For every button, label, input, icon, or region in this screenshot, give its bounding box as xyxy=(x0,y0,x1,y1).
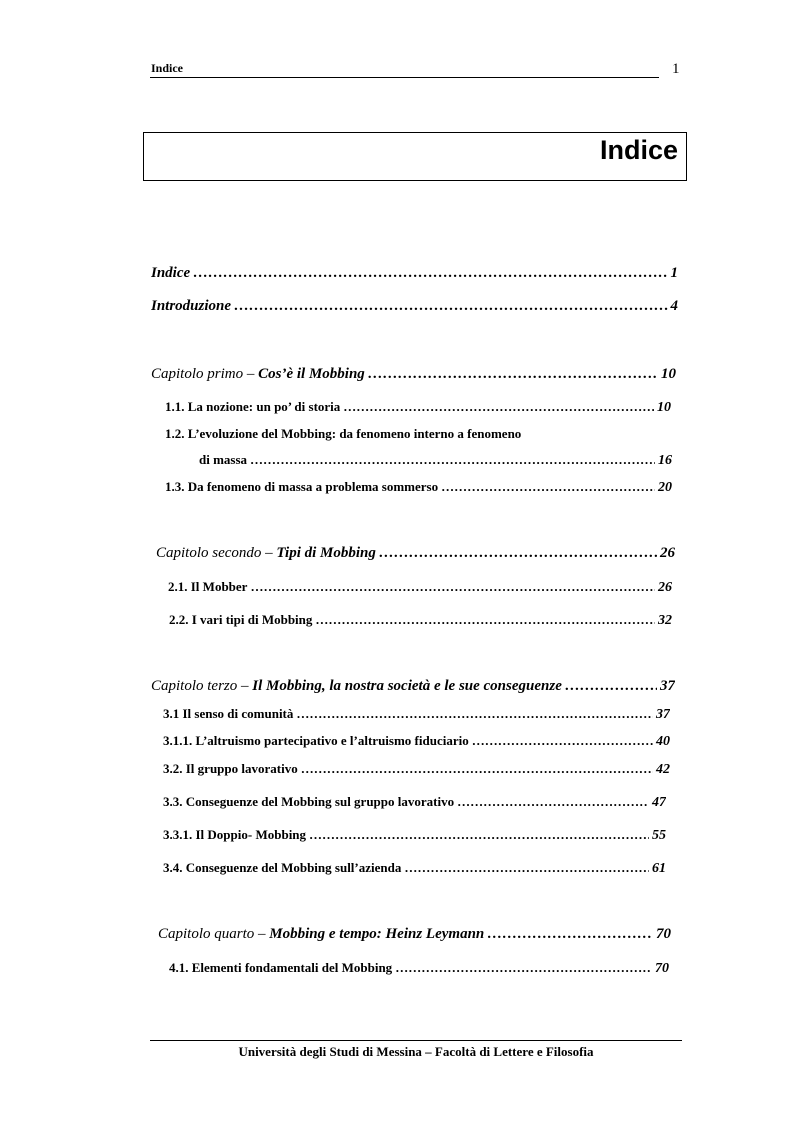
chapter-label: Capitolo primo – xyxy=(151,366,259,382)
chapter-title: Mobbing e tempo: Heinz Leymann xyxy=(269,926,485,942)
dot-leader xyxy=(309,827,649,843)
toc-section-1-1[interactable] xyxy=(165,399,671,416)
toc-section-2-2[interactable] xyxy=(169,612,672,629)
toc-page-number: 16 xyxy=(658,453,672,468)
dot-leader xyxy=(250,452,655,468)
toc-entry-text: di massa xyxy=(199,452,248,467)
chapter-heading xyxy=(156,545,376,562)
toc-entry-text: 1.3. Da fenomeno di massa a problema sommerso xyxy=(165,479,439,494)
chapter-heading xyxy=(158,926,484,943)
toc-entry-text: 4.1. Elementi fondamentali del Mobbing xyxy=(169,960,393,975)
chapter-heading xyxy=(151,366,365,383)
dot-leader xyxy=(472,733,653,749)
toc-page-number: 70 xyxy=(656,926,671,942)
dot-leader xyxy=(250,579,655,595)
toc-page-number: 70 xyxy=(655,961,669,976)
toc-entry-text: 1.1. La nozione: un po’ di storia xyxy=(165,399,341,414)
toc-section-1-3[interactable] xyxy=(165,479,672,496)
toc-entry-text: 3.4. Conseguenze del Mobbing sull’azienda xyxy=(163,860,402,875)
toc-page-number: 26 xyxy=(658,580,672,595)
toc-entry-introduzione[interactable] xyxy=(151,298,678,315)
toc-section-1-2-first-line[interactable]: 1.2. L’evoluzione del Mobbing: da fenomeno interno a fenomeno xyxy=(165,426,522,441)
toc-section-3-4[interactable] xyxy=(163,860,666,877)
toc-section-3-3-1[interactable] xyxy=(163,827,666,844)
toc-section-3-2[interactable] xyxy=(163,761,670,778)
toc-page-number: 10 xyxy=(661,366,676,382)
page-title: Indice xyxy=(599,135,678,165)
header-rule xyxy=(150,77,659,78)
toc-entry-text: 3.1.1. L’altruismo partecipativo e l’altruismo fiduciario xyxy=(163,733,469,748)
footer-text: Università degli Studi di Messina – Facoltà di Lettere e Filosofia xyxy=(238,1044,594,1059)
toc-section-1-2[interactable] xyxy=(199,452,672,469)
toc-page-number: 26 xyxy=(660,545,675,561)
dot-leader xyxy=(193,265,667,282)
dot-leader xyxy=(404,860,649,876)
toc-entry-text: Indice xyxy=(151,265,191,281)
toc-entry-text: 3.3. Conseguenze del Mobbing sul gruppo lavorativo xyxy=(163,794,455,809)
toc-entry-text: 3.1 Il senso di comunità xyxy=(163,706,294,721)
toc-section-3-1[interactable] xyxy=(163,706,670,723)
toc-page-number: 37 xyxy=(660,678,675,694)
toc-page-number: 40 xyxy=(656,734,670,749)
dot-leader xyxy=(565,678,657,695)
toc-page-number: 47 xyxy=(652,795,666,810)
toc-page-number: 32 xyxy=(658,613,672,628)
chapter-title: Cos’è il Mobbing xyxy=(258,366,365,382)
dot-leader xyxy=(343,399,654,415)
chapter-label: Capitolo secondo – xyxy=(156,545,277,561)
dot-leader xyxy=(379,545,657,562)
toc-section-3-1-1[interactable] xyxy=(163,733,670,750)
dot-leader xyxy=(315,612,655,628)
chapter-title: Tipi di Mobbing xyxy=(276,545,376,561)
chapter-label: Capitolo quarto – xyxy=(158,926,270,942)
toc-entry-indice[interactable] xyxy=(151,265,678,282)
chapter-label: Capitolo terzo – xyxy=(151,678,253,694)
dot-leader xyxy=(296,706,653,722)
toc-entry-text: Introduzione xyxy=(151,298,232,314)
running-title: Indice xyxy=(151,61,184,75)
toc-page-number: 4 xyxy=(670,298,678,314)
dot-leader xyxy=(457,794,649,810)
chapter-heading xyxy=(151,678,562,695)
toc-chapter-3[interactable] xyxy=(151,678,675,695)
chapter-title: Il Mobbing, la nostra società e le sue conseguenze xyxy=(252,678,562,694)
dot-leader xyxy=(234,298,667,315)
toc-page-number: 1 xyxy=(670,265,678,281)
toc-section-2-1[interactable] xyxy=(168,579,672,596)
toc-page-number: 42 xyxy=(656,762,670,777)
page-number: 1 xyxy=(672,61,680,77)
toc-section-4-1[interactable] xyxy=(169,960,669,977)
toc-page-number: 61 xyxy=(652,861,666,876)
toc-page-number: 10 xyxy=(657,400,671,415)
toc-entry-text: 3.3.1. Il Doppio- Mobbing xyxy=(163,827,307,842)
dot-leader xyxy=(487,926,653,943)
dot-leader xyxy=(441,479,655,495)
dot-leader xyxy=(368,366,658,383)
title-box xyxy=(143,132,687,181)
toc-page-number: 55 xyxy=(652,828,666,843)
toc-chapter-2[interactable] xyxy=(156,545,675,562)
toc-entry-text: 2.1. Il Mobber xyxy=(168,579,248,594)
toc-section-3-3[interactable] xyxy=(163,794,666,811)
dot-leader xyxy=(301,761,653,777)
toc-entry-text: 3.2. Il gruppo lavorativo xyxy=(163,761,298,776)
dot-leader xyxy=(395,960,652,976)
toc-page-number: 20 xyxy=(658,480,672,495)
toc-chapter-1[interactable] xyxy=(151,366,676,383)
toc-page-number: 37 xyxy=(656,707,670,722)
footer-rule xyxy=(150,1040,682,1041)
toc-entry-text: 2.2. I vari tipi di Mobbing xyxy=(169,612,313,627)
toc-chapter-4[interactable] xyxy=(158,926,671,943)
